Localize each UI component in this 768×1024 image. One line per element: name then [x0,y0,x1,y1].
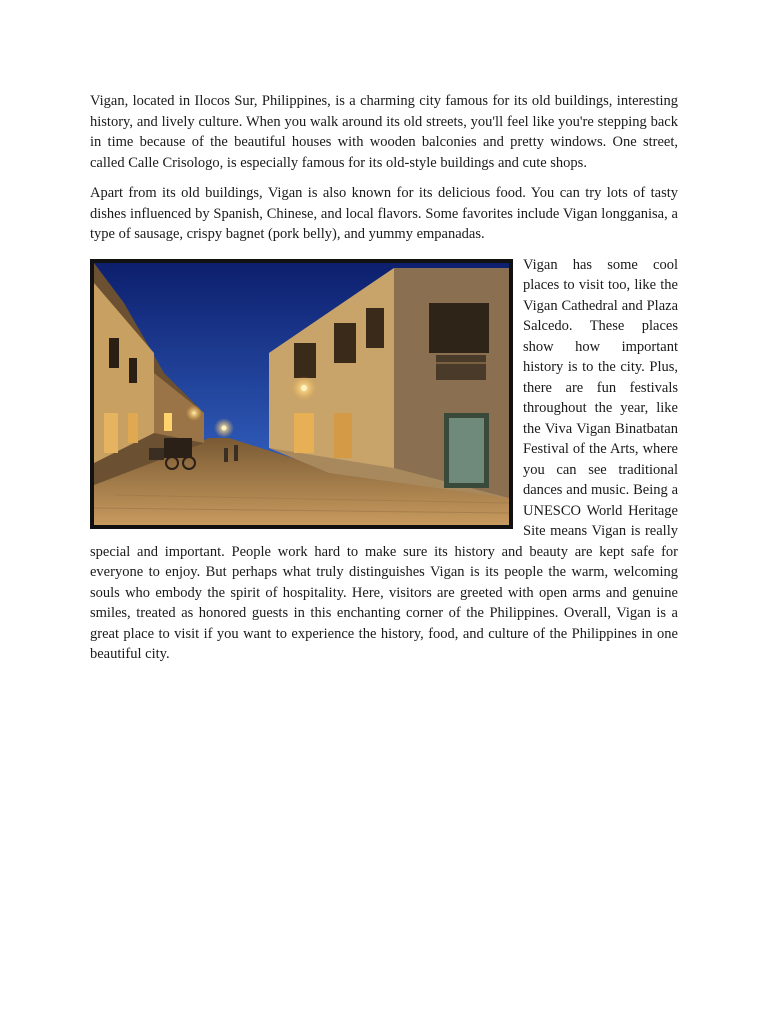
paragraph-places-text: Vigan has some cool places to visit too, like the Vigan Cathedral and Plaza Salcedo. These places show how important history is to the city. Plus, there are fun festivals throughout the year, like the Viva Vigan Binatbatan Festival of the Arts, where you can see traditional dances and music. Being a UNESCO World Heritage Site means Vigan is really special and important. People work hard to make sure its history and beauty are kept safe for everyone to enjoy. But perhaps what truly distinguishes Vigan is its people the warm, welcoming souls who embody the spirit of hospitality. Here, visitors are greeted with open arms and genuine smiles, treated as honored guests in this enchanting corner of the Philippines. Overall, Vigan is a great place to visit if you want to experience the history, food, and culture of the Philippines in one beautiful city. [90,256,678,662]
document-body [90,91,678,675]
photo-illustration [94,263,509,525]
paragraph-food: Apart from its old buildings, Vigan is also known for its delicious food. You can try lots of tasty dishes influenced by Spanish, Chinese, and local flavors. Some favorites include Vigan longganisa, a type of sausage, crispy bagnet (pork belly), and yummy empanadas. [90,185,678,242]
paragraph-intro: Vigan, located in Ilocos Sur, Philippines, is a charming city famous for its old buildings, interesting history, and lively culture. When you walk around its old streets, you'll feel like you're stepping back in time because of the beautiful houses with wooden balconies and pretty windows. One street, called Calle Crisologo, is especially famous for its old-style buildings and cute shops. [90,93,678,171]
vigan-street-photo [90,259,513,529]
paragraph-places [90,255,678,665]
